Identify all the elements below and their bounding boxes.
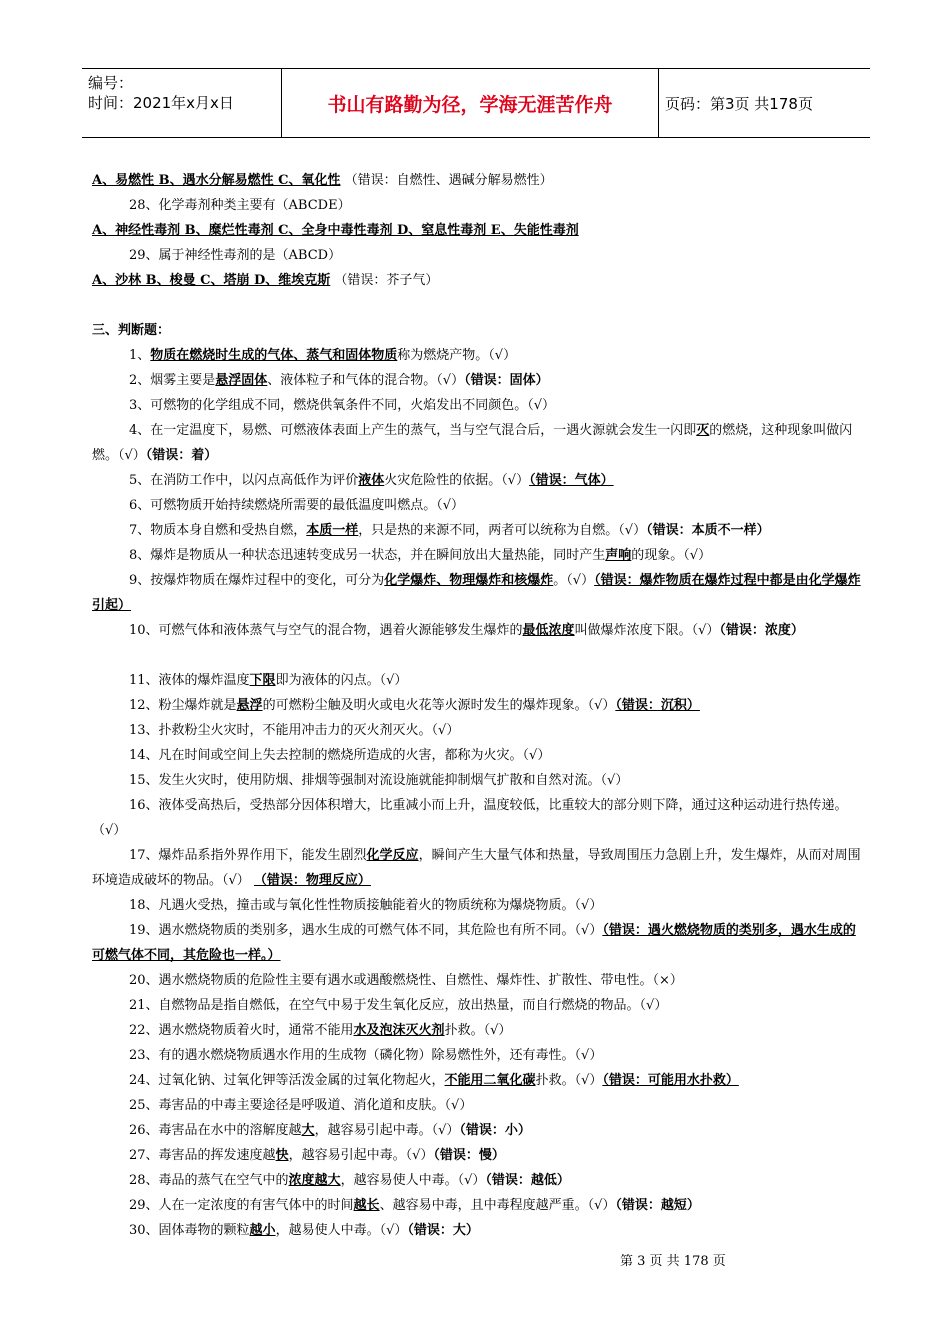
plain-text: 18、凡遇火受热，撞击或与氧化性性物质接触能着火的物质统称为爆烧物质。（√） — [129, 898, 603, 913]
text-line — [92, 343, 862, 368]
text-line — [92, 1218, 862, 1243]
emphasis-text: 液体 — [358, 473, 385, 488]
text-line — [92, 1168, 862, 1193]
emphasis-text: 悬浮 — [236, 698, 263, 713]
emphasis-text: （错误：可能用水扑救） — [602, 1073, 739, 1088]
blank-line — [92, 293, 862, 318]
plain-text: 24、过氧化钠、过氧化钾等活泼金属的过氧化物起火， — [129, 1073, 445, 1088]
emphasis-text: 物质在燃烧时生成的气体、蒸气和固体物质 — [150, 348, 398, 363]
text-line — [92, 1118, 862, 1143]
text-line — [92, 268, 862, 293]
emphasis-text: 悬浮固体 — [215, 373, 268, 388]
page-footer: 第 3 页 共 178 页 — [620, 1254, 726, 1269]
text-line — [92, 493, 862, 518]
emphasis-text: 快 — [275, 1148, 289, 1163]
text-line — [92, 743, 862, 768]
plain-text: ，越容易引起中毒。（√） — [314, 1123, 460, 1138]
plain-text: 22、遇水燃烧物质着火时，通常不能用 — [129, 1023, 354, 1038]
emphasis-text: （错误：物理反应） — [253, 873, 371, 888]
emphasis-text: （错误：慢） — [433, 1148, 505, 1163]
plain-text: 10、可燃气体和液体蒸气与空气的混合物，遇着火源能够发生爆炸的 — [129, 623, 523, 638]
emphasis-text: （错误：大） — [407, 1223, 479, 1238]
plain-text: 9、按爆炸物质在爆炸过程中的变化，可分为 — [129, 573, 385, 588]
plain-text: 20、遇水燃烧物质的危险性主要有遇水或遇酸燃烧性、自燃性、爆炸性、扩散性、带电性。（×） — [129, 973, 683, 988]
text-line — [92, 1018, 862, 1043]
plain-text: 6、可燃物质开始持续燃烧所需要的最低温度叫燃点。（√） — [129, 498, 465, 513]
emphasis-text: （错误：着） — [145, 448, 218, 463]
text-line — [92, 518, 862, 543]
plain-text: 30、固体毒物的颗粒 — [129, 1223, 250, 1238]
text-line — [92, 1068, 862, 1093]
plain-text: 28、毒品的蒸气在空气中的 — [129, 1173, 289, 1188]
text-line — [92, 468, 862, 493]
text-line — [92, 618, 862, 668]
plain-text: 火灾危险性的依据。（√） — [384, 473, 530, 488]
text-line — [92, 368, 862, 393]
date-label: 时间：2021年x月x日 — [88, 94, 234, 112]
plain-text: 5、在消防工作中，以闪点高低作为评价 — [129, 473, 359, 488]
plain-text: ，只是热的来源不同，两者可以统称为自燃。（√） — [358, 523, 647, 538]
plain-text: 3、可燃物的化学组成不同，燃烧供氧条件不同，火焰发出不同颜色。（√） — [129, 398, 556, 413]
text-line — [92, 1143, 862, 1168]
text-line — [92, 718, 862, 743]
emphasis-text: 下限 — [249, 673, 276, 688]
text-line — [92, 243, 862, 268]
emphasis-text: 声响 — [605, 548, 632, 563]
text-line — [92, 218, 862, 243]
emphasis-text: 最低浓度 — [522, 623, 575, 638]
text-line — [92, 568, 862, 618]
emphasis-text: （错误：遇火燃烧物质的类别多，遇水生成的可燃气体不同，其危险也一样。） — [92, 923, 856, 963]
text-line — [92, 193, 862, 218]
plain-text: 13、扑救粉尘火灾时，不能用冲击力的灭火剂灭火。（√） — [129, 723, 460, 738]
plain-text: ，瞬间产生大量气体和热量，导致周围压力急剧上升，发生爆炸，从而对周围环境造成破坏的物品。（√） — [92, 848, 861, 888]
emphasis-text: A、神经性毒剂 B、糜烂性毒剂 C、全身中毒性毒剂 D、窒息性毒剂 E、失能性毒剂 — [92, 223, 579, 238]
plain-text: 。（√） — [553, 573, 595, 588]
plain-text: ，越易使人中毒。（√） — [275, 1223, 408, 1238]
text-line — [92, 693, 862, 718]
header-meta — [82, 69, 282, 137]
plain-text: 19、遇水燃烧物质的类别多，遇水生成的可燃气体不同，其危险也有所不同。（√） — [129, 923, 603, 938]
text-line — [92, 1193, 862, 1218]
emphasis-text: 灭 — [696, 423, 710, 438]
emphasis-text: A、易燃性 B、遇水分解易燃性 C、氧化性 — [92, 173, 341, 188]
text-line — [92, 1093, 862, 1118]
plain-text: 、液体粒子和气体的混合物。（√） — [267, 373, 465, 388]
plain-text: （错误：自燃性、遇碱分解易燃性） — [340, 173, 553, 188]
emphasis-text: （错误：固体） — [464, 373, 549, 388]
text-line — [92, 318, 862, 343]
text-line — [92, 843, 862, 893]
plain-text: 8、爆炸是物质从一种状态迅速转变成另一状态，并在瞬间放出大量热能，同时产生 — [129, 548, 606, 563]
plain-text: 的可燃粉尘触及明火或电火花等火源时发生的爆炸现象。（√） — [262, 698, 616, 713]
emphasis-text: 越小 — [249, 1223, 276, 1238]
plain-text: 、越容易中毒，且中毒程度越严重。（√） — [379, 1198, 616, 1213]
emphasis-text: 化学爆炸、物理爆炸和核爆炸 — [384, 573, 554, 588]
plain-text: 29、人在一定浓度的有害气体中的时间 — [129, 1198, 354, 1213]
text-line — [92, 918, 862, 968]
plain-text: 27、毒害品的挥发速度越 — [129, 1148, 276, 1163]
plain-text: 28、化学毒剂种类主要有（ABCDE） — [129, 198, 351, 213]
plain-text: 12、粉尘爆炸就是 — [129, 698, 237, 713]
emphasis-text: 不能用二氧化碳 — [444, 1073, 536, 1088]
plain-text: 21、自燃物品是指自燃低，在空气中易于发生氧化反应，放出热量，而自行燃烧的物品。（√） — [129, 998, 668, 1013]
plain-text: ，越容易使人中毒。（√） — [340, 1173, 486, 1188]
text-line — [92, 543, 862, 568]
plain-text: 1、 — [129, 348, 151, 363]
plain-text: 23、有的遇水燃烧物质遇水作用的生成物（磷化物）除易燃性外，还有毒性。（√） — [129, 1048, 603, 1063]
page-header — [82, 68, 870, 138]
plain-text: 扑救。（√） — [535, 1073, 603, 1088]
emphasis-text: （错误：爆炸物质在爆炸过程中都是由化学爆炸引起） — [92, 573, 861, 613]
text-line — [92, 893, 862, 918]
plain-text: 7、物质本身自燃和受热自燃， — [129, 523, 307, 538]
text-line — [92, 393, 862, 418]
plain-text: 叫做爆炸浓度下限。（√） — [574, 623, 720, 638]
header-motto: 书山有路勤为径，学海无涯苦作舟 — [282, 69, 659, 137]
plain-text: 称为燃烧产物。（√） — [397, 348, 517, 363]
plain-text: 25、毒害品的中毒主要途径是呼吸道、消化道和皮肤。（√） — [129, 1098, 473, 1113]
emphasis-text: （错误：越低） — [485, 1173, 570, 1188]
plain-text: 16、液体受高热后，受热部分因体积增大，比重减小而上升，温度较低，比重较大的部分则下降，通过这种运动进行热传递。（√） — [92, 798, 848, 838]
emphasis-text: 浓度越大 — [288, 1173, 341, 1188]
plain-text: 17、爆炸品系指外界作用下，能发生剧烈 — [129, 848, 367, 863]
plain-text: 扑救。（√） — [444, 1023, 512, 1038]
emphasis-text: 三、判断题： — [92, 323, 171, 338]
plain-text: 即为液体的闪点。（√） — [275, 673, 408, 688]
emphasis-text: （错误：本质不一样） — [646, 523, 770, 538]
header-page-number: 页码：第3页 共178页 — [665, 94, 813, 113]
emphasis-text: （错误：浓度） — [719, 623, 804, 638]
plain-text: 的燃烧，这种现象叫做闪燃。（√） — [92, 423, 853, 463]
text-line — [92, 768, 862, 793]
plain-text: 29、属于神经性毒剂的是（ABCD） — [129, 248, 342, 263]
plain-text: 26、毒害品在水中的溶解度越 — [129, 1123, 302, 1138]
emphasis-text: 大 — [301, 1123, 315, 1138]
number-label: 编号： — [88, 74, 134, 92]
emphasis-text: （错误：气体） — [529, 473, 614, 488]
text-line — [92, 968, 862, 993]
plain-text: 2、烟雾主要是 — [129, 373, 216, 388]
emphasis-text: 越长 — [353, 1198, 380, 1213]
plain-text: 的现象。（√） — [631, 548, 712, 563]
plain-text: （错误：芥子气） — [330, 273, 439, 288]
emphasis-text: （错误：小） — [459, 1123, 531, 1138]
text-line — [92, 168, 862, 193]
emphasis-text: （错误：越短） — [615, 1198, 700, 1213]
text-line — [92, 1043, 862, 1068]
emphasis-text: 本质一样 — [306, 523, 359, 538]
text-line — [92, 993, 862, 1018]
document-body — [92, 168, 862, 1243]
plain-text: 14、凡在时间或空间上失去控制的燃烧所造成的火害，都称为火灾。（√） — [129, 748, 551, 763]
plain-text: ，越容易引起中毒。（√） — [288, 1148, 434, 1163]
text-line — [92, 793, 862, 843]
plain-text: 4、在一定温度下，易燃、可燃液体表面上产生的蒸气，当与空气混合后，一遇火源就会发生一闪即 — [129, 423, 697, 438]
emphasis-text: 化学反应 — [366, 848, 419, 863]
text-line — [92, 668, 862, 693]
emphasis-text: （错误：沉积） — [615, 698, 700, 713]
emphasis-text: A、沙林 B、梭曼 C、塔崩 D、维埃克斯 — [92, 273, 331, 288]
emphasis-text: 水及泡沫灭火剂 — [353, 1023, 445, 1038]
plain-text: 15、发生火灾时，使用防烟、排烟等强制对流设施就能抑制烟气扩散和自然对流。（√） — [129, 773, 629, 788]
plain-text: 11、液体的爆炸温度 — [129, 673, 250, 688]
text-line — [92, 418, 862, 468]
